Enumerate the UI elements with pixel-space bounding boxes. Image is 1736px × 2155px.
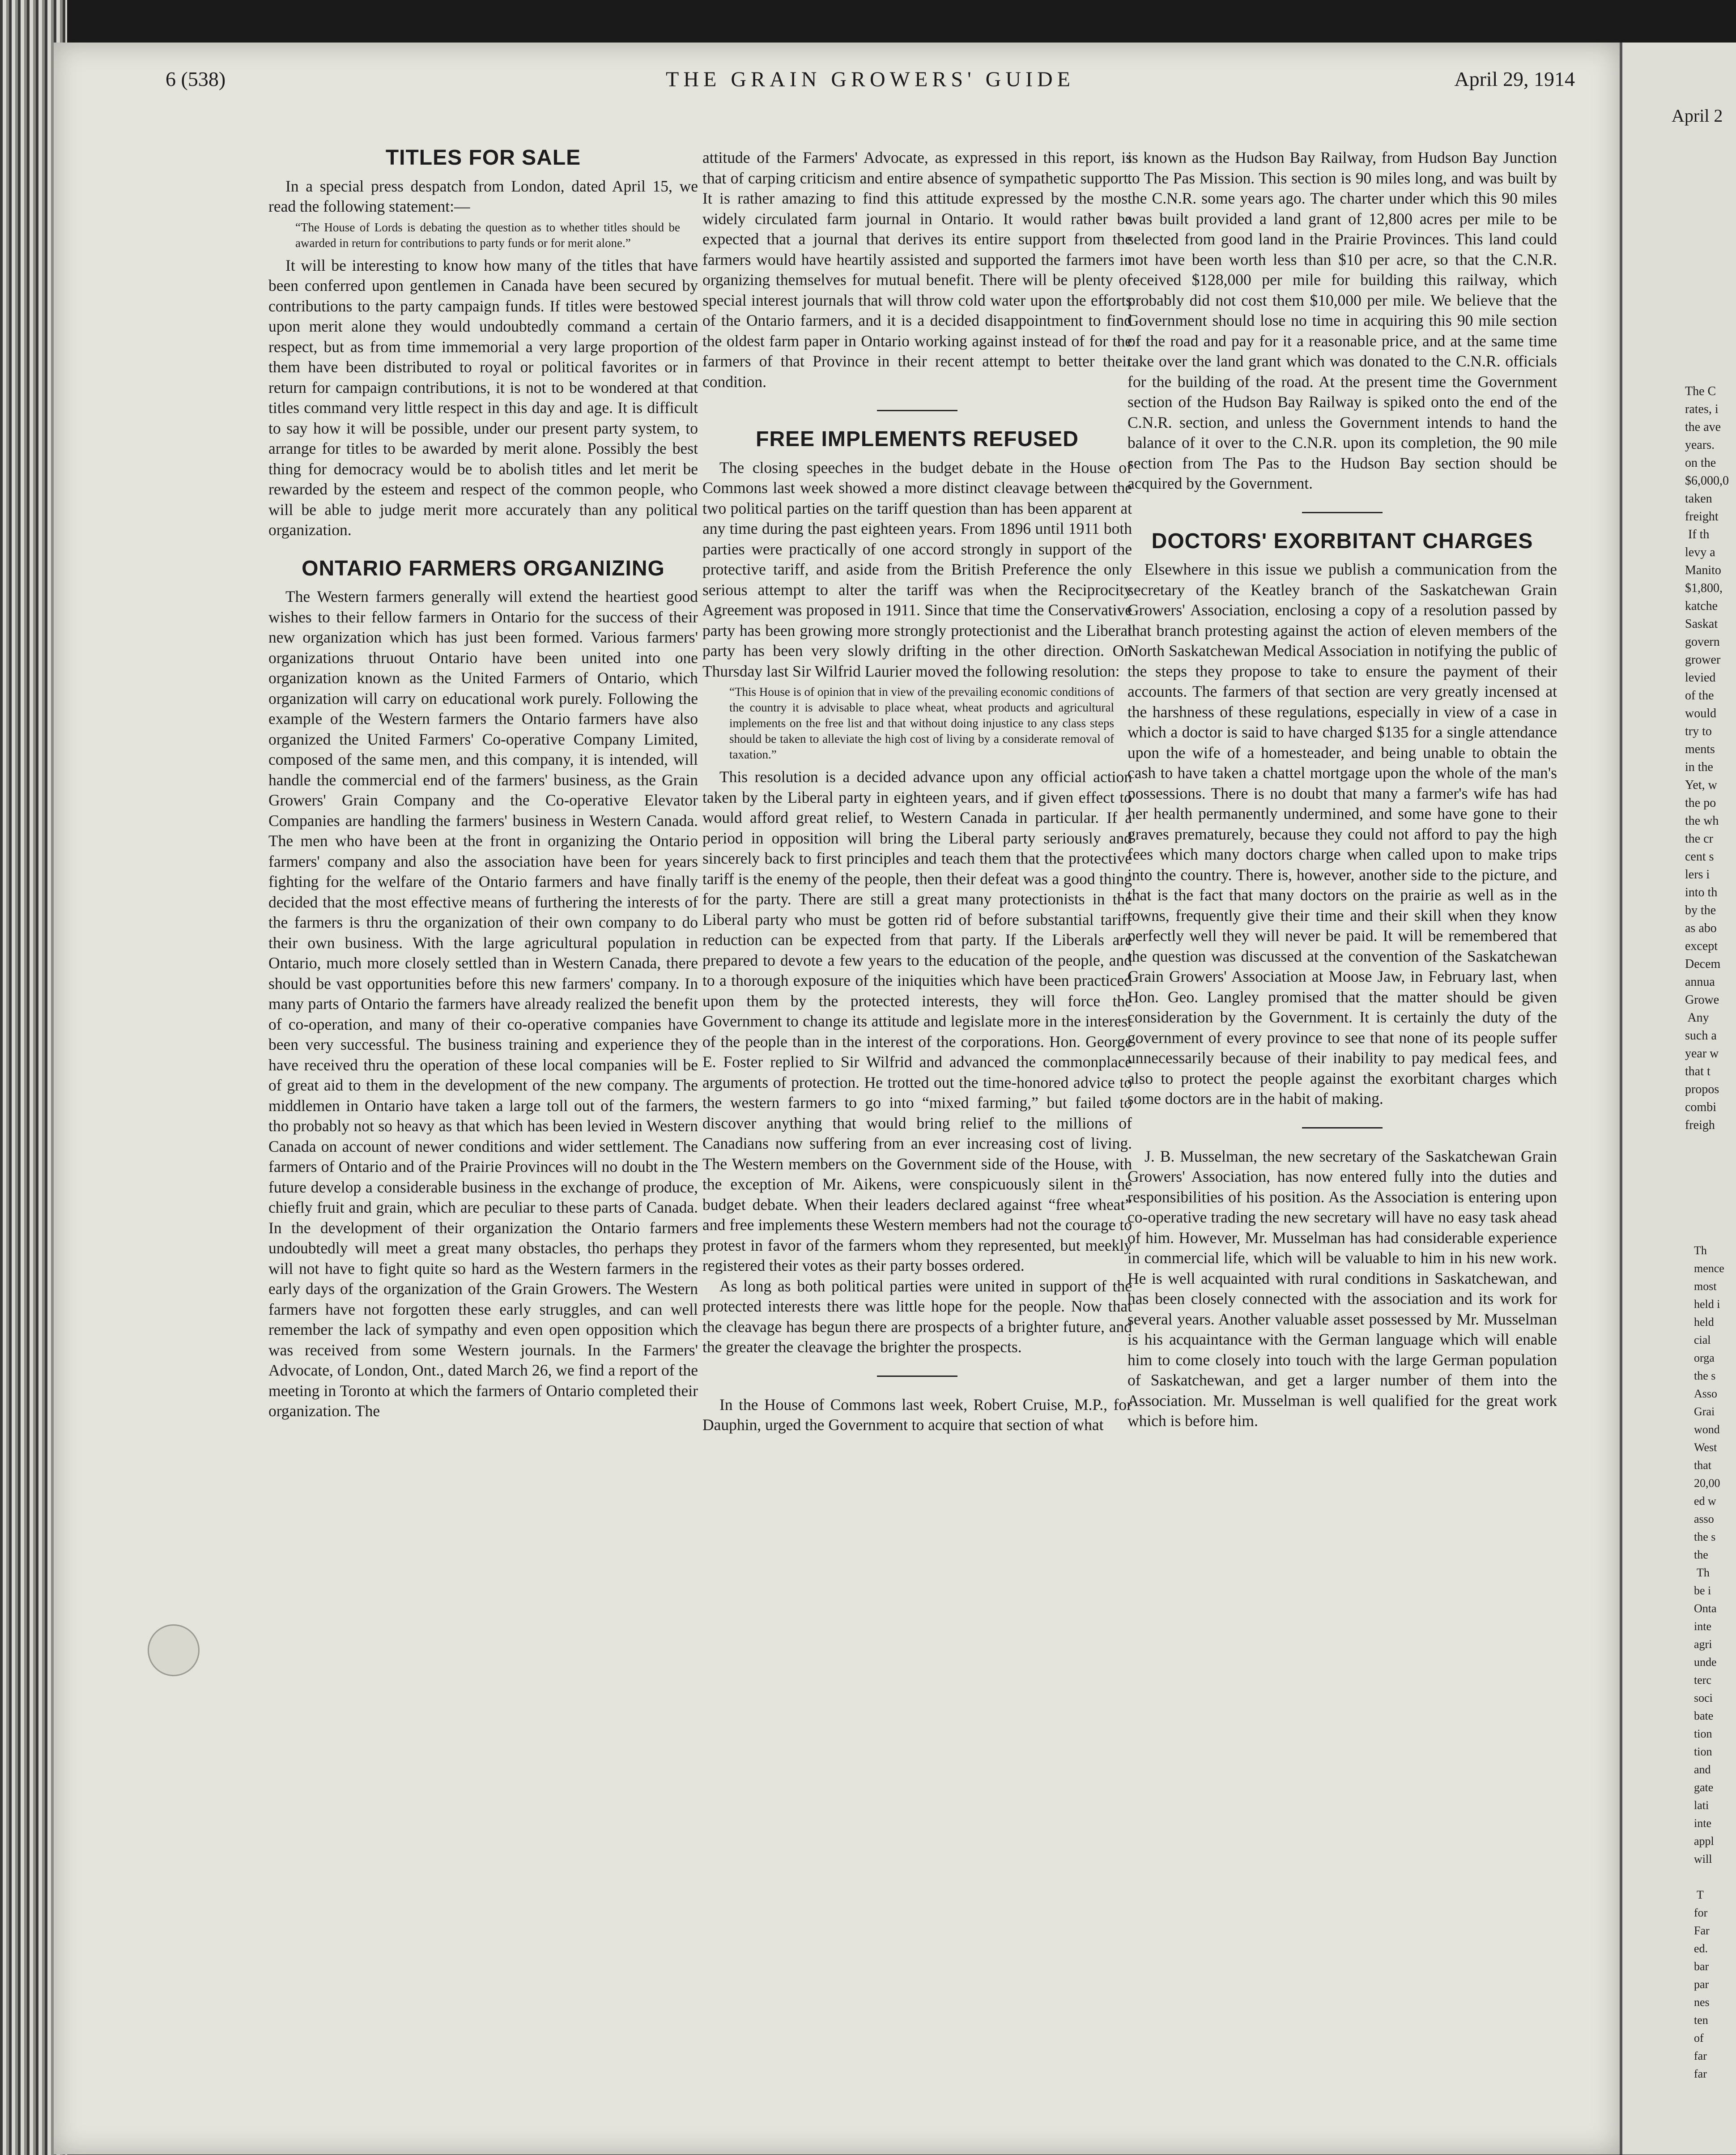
doctors-charges-body: Elsewhere in this issue we publish a communication from the secretary of the Keatley branch of the Saskatchewan Grain Growers' Association, enclosing a copy of a resolution passed by that branch protesting against the action of eleven members of the North Saskatchewan Medical Association in notifying the public of the steps they propose to take to ensure the payment of their accounts. The farmers of that section are very greatly incensed at the harshness of these regulations, especially in view of a case in which a doctor is said to have charged $135 for a single attendance upon the wife of a homesteader, and being unable to obtain the cash to have taken a chattel mortgage upon the whole of the man's possessions. There is no doubt that many a farmer's wife has had her health permanently undermined, and some have gone to their graves prematurely, because they could not afford to pay the high fees which many doctors charge when called upon to make trips into the country. There is, however, another side to the picture, and that is the fact that many doctors on the prairie as well as in the towns, frequently give their time and their skill when they know perfectly well they will never be paid. It will be remembered that the question was discussed at the convention of the Saskatchewan Grain Growers' Association at Moose Jaw, in February last, when Hon. Geo. Langley promised that the matter should be given consideration by the Government. It is certainly the duty of the government of every province to see that none of its people suffer unnecessarily because of their inability to pay medical fees, and also to protect the people against the exorbitant charges which some doctors are in the habit of making.	[1128, 560, 1557, 1107]
section-divider	[1302, 1127, 1383, 1129]
binding-punch-hole	[148, 1624, 200, 1676]
column-3	[1128, 148, 1557, 1431]
titles-for-sale-quote: “The House of Lords is debating the question as to whether titles should be awarded in return for contributions to party funds or for merit alone.”	[295, 220, 680, 250]
hudson-bay-body-continued: is known as the Hudson Bay Railway, from Hudson Bay Junction to The Pas Mission. This section is 90 miles long, and was built by the C.N.R. some years ago. The charter under which this 90 miles was built provided a land grant of 12,800 acres per mile to be selected from good land in the Prairie Provinces. This land could not have been worth less than $10 per acre, so that the C.N.R. received $128,000 per mile for building this railway, which probably did not cost them $10,000 per mile. We believe that the Government should lose no time in acquiring this 90 mile section of the road and pay for it a reasonable price, and at the same time take over the land grant which was donated to the C.N.R. officials for the building of the road. At the present time the Government section of the Hudson Bay Railway is spiked onto the end of the C.N.R. section, and unless the Government intends to hand the balance of it over to the C.N.R. upon its completion, the 90 mile section from The Pas to the Hudson Bay section should be acquired by the Government.	[1128, 149, 1557, 492]
titles-for-sale-intro: In a special press despatch from London, dated April 15, we read the following statement:—	[268, 177, 698, 215]
issue-date: April 29, 1914	[1454, 68, 1575, 90]
free-implements-intro: The closing speeches in the budget debate in the House of Commons last week showed a more distinct cleavage between the two political parties on the tariff question than has been apparent at any time during the past eighteen years. From 1896 until 1911 both parties were practically of one accord strongly in support of the protective tariff, and aside from the British Preference the only serious attempt to alter the tariff was when the Reciprocity Agreement was proposed in 1911. Since that time the Conservative party has been growing more strongly protectionist and the Liberal party has been very slowly drifting in the other direction. On Thursday last Sir Wilfrid Laurier moved the following resolution:	[702, 458, 1132, 680]
musselman-article: J. B. Musselman, the new secretary of the Saskatchewan Grain Growers' Association, has now entered fully into the duties and responsibilities of his position. As the Association is entering upon co-operative trading the new secretary will have no easy task ahead of him. However, Mr. Musselman has had considerable experience in commercial life, which will be valuable to him in his new work. He is well acquainted with rural conditions in Saskatchewan, and has been closely connected with the association and its work for several years. Another valuable asset possessed by Mr. Musselman is his acquaintance with the German language which will enable him to come closely into touch with the large German population of Saskatchewan, and get a larger number of them into the Association. Mr. Musselman is well qualified for the great work which is before him.	[1128, 1147, 1557, 1430]
titles-for-sale-heading: TITLES FOR SALE	[385, 146, 581, 170]
section-divider	[1302, 512, 1383, 513]
section-divider	[877, 1376, 957, 1377]
adjacent-page-fragment	[1620, 43, 1736, 2155]
hudson-bay-intro: In the House of Commons last week, Robert Cruise, M.P., for Dauphin, urged the Government to acquire that section of what	[702, 1395, 1132, 1434]
adjacent-page-text-upper: The C rates, i the ave years. on the $6,000,0 taken freight If th levy a Manito $1,800, katche Saskat govern grower levied of the would try to ments in the Yet, w the po the wh the cr cent s lers i into th by the as abo except Decem annua Growe Any such a year w that t propos combi freigh	[1685, 384, 1729, 1132]
page-header	[166, 67, 1575, 98]
column-2	[702, 148, 1132, 1435]
section-divider	[877, 410, 957, 411]
doctors-charges-heading: DOCTORS' EXORBITANT CHARGES	[1151, 529, 1533, 553]
free-implements-resolution-quote: “This House is of opinion that in view of the prevailing economic conditions of the country it is advisable to place wheat, wheat products and agricultural implements on the free list and that without doing injustice to any class steps should be taken to alleviate the high cost of living by a considerate removal of taxation.”	[729, 685, 1114, 761]
ontario-farmers-body-continued: attitude of the Farmers' Advocate, as expressed in this report, is that of carping criticism and entire absence of sympathetic support. It is rather amazing to find this attitude expressed by the most widely circulated farm journal in Ontario. It would rather be expected that a journal that derives its entire support from the farmers would have heartily assisted and supported the farmers in organizing themselves for mutual benefit. There will be plenty of special interest journals that will throw cold water upon the efforts of the Ontario farmers, and it is a decided disappointment to find the oldest farm paper in Ontario working against instead of for the farmers of that Province in their recent attempt to better their condition.	[702, 149, 1132, 391]
free-implements-heading: FREE IMPLEMENTS REFUSED	[756, 427, 1079, 451]
column-1	[268, 148, 698, 1422]
ontario-farmers-heading: ONTARIO FARMERS ORGANIZING	[302, 556, 665, 580]
masthead: THE GRAIN GROWERS' GUIDE	[666, 68, 1075, 91]
page-number: 6 (538)	[166, 68, 226, 90]
ontario-farmers-body: The Western farmers generally will extend the heartiest good wishes to their fellow farmers in Ontario for the success of their new organization which has just been formed. Various farmers' organizations thruout Ontario have been united into one organization known as the United Farmers of Ontario, which organization will carry on educational work purely. Following the example of the Western farmers the Ontario farmers have also organized the United Farmers' Co-operative Company Limited, composed of the same men, and this company, it is intended, will handle the commercial end of the farmers' business, as the Grain Growers' Grain Company and the Co-operative Elevator Companies are handling the farmers' business in Western Canada. The men who have been at the front in organizing the Ontario farmers' company and also the association have been for years fighting for the welfare of the Ontario farmers and have finally decided that the most effective means of furthering the interests of the farmers is thru the organization of their own company to do their own business. With the large agricultural population in Ontario, much more closely settled than in Western Canada, there should be vast opportunities before this new farmers' company. In many parts of Ontario the farmers have already realized the benefit of co-operation, and many of their co-operative companies have been very successful. The business training and experience they have received thru the operation of these local companies will be of great aid to them in the development of the new company. The middlemen in Ontario have taken a large toll out of the farmers, tho probably not so heavy as that which has been levied in Western Canada on account of newer conditions and wider settlement. The farmers of Ontario and of the Prairie Provinces will no doubt in the future develop a considerable business in the exchange of produce, chiefly fruit and grain, which are peculiar to these parts of Canada. In the development of their organization the Ontario farmers undoubtedly will meet a great many obstacles, tho perhaps they will not have to fight quite so hard as the Western farmers in the early days of the organization of the Grain Growers. The Western farmers have not forgotten these early struggles, and can well remember the lack of sympathy and even open opposition which was received from some Western journals. In the Farmers' Advocate, of London, Ont., dated March 26, we find a report of the meeting in Toronto at which the farmers of Ontario completed their organization. The	[268, 588, 698, 1420]
adjacent-page-header: April 2	[1672, 106, 1723, 126]
free-implements-body: This resolution is a decided advance upon any official action taken by the Liberal party in eighteen years, and if given effect to would afford great relief, to Western Canada in particular. If a period in opposition will bring the Liberal party seriously and sincerely back to first principles and teach them that the protective tariff is the enemy of the people, then their defeat was a good thing for the party. There are still a great many protectionists in the Liberal party who must be gotten rid of before substantial tariff reduction can be expected from that party. If the Liberals are prepared to devote a few years to the education of the people, and to a thorough exposure of the iniquities which have been practiced upon them by the protected interests, they will force the Government to change its attitude and legislate more in the interest of the people than in the interest of the corporations. Hon. George E. Foster replied to Sir Wilfrid and advanced the commonplace arguments of protection. He trotted out the time-honored advice to the western farmers to go into “mixed farming,” but failed to discover anything that would bring relief to the millions of Canadians now suffering from an ever increasing cost of living. The Western members on the Government side of the House, with the exception of Mr. Aikens, were conspicuously silent in the budget debate. When their leaders declared against “free wheat” and free implements these Western members had not the courage to protest in favor of the farmers whom they represented, but meekly registered their votes as their party bosses ordered.	[702, 768, 1132, 1274]
free-implements-conclusion: As long as both political parties were united in support of the protected interests there was little hope for the people. Now that the cleavage has begun there are prospects of a brighter future, and the greater the cleavage the brighter the prospects.	[702, 1277, 1132, 1356]
titles-for-sale-body: It will be interesting to know how many of the titles that have been conferred upon gentlemen in Canada have been secured by contributions to the party campaign funds. If titles were bestowed upon merit alone they would undoubtedly command a certain respect, but as from time immemorial a very large proportion of them have been distributed to royal or political favorites or in return for campaign contributions, it is not to be wondered at that titles command very little respect in this day and age. It is difficult to say how it will be possible, under our present party system, to arrange for titles to be awarded by merit alone. Possibly the best thing for democracy would be to abolish titles and let merit be rewarded by the esteem and respect of the common people, who will be able to judge merit more accurately than any political organization.	[268, 256, 698, 539]
adjacent-page-text-lower: Th mence most held i held cial orga the s Asso Grai wond West that 20,00 ed w asso the s the Th be i Onta inte agri unde terc soci bate tion tion and gate lati inte appl will T for Far ed. bar par nes ten of far far	[1694, 1244, 1724, 2080]
